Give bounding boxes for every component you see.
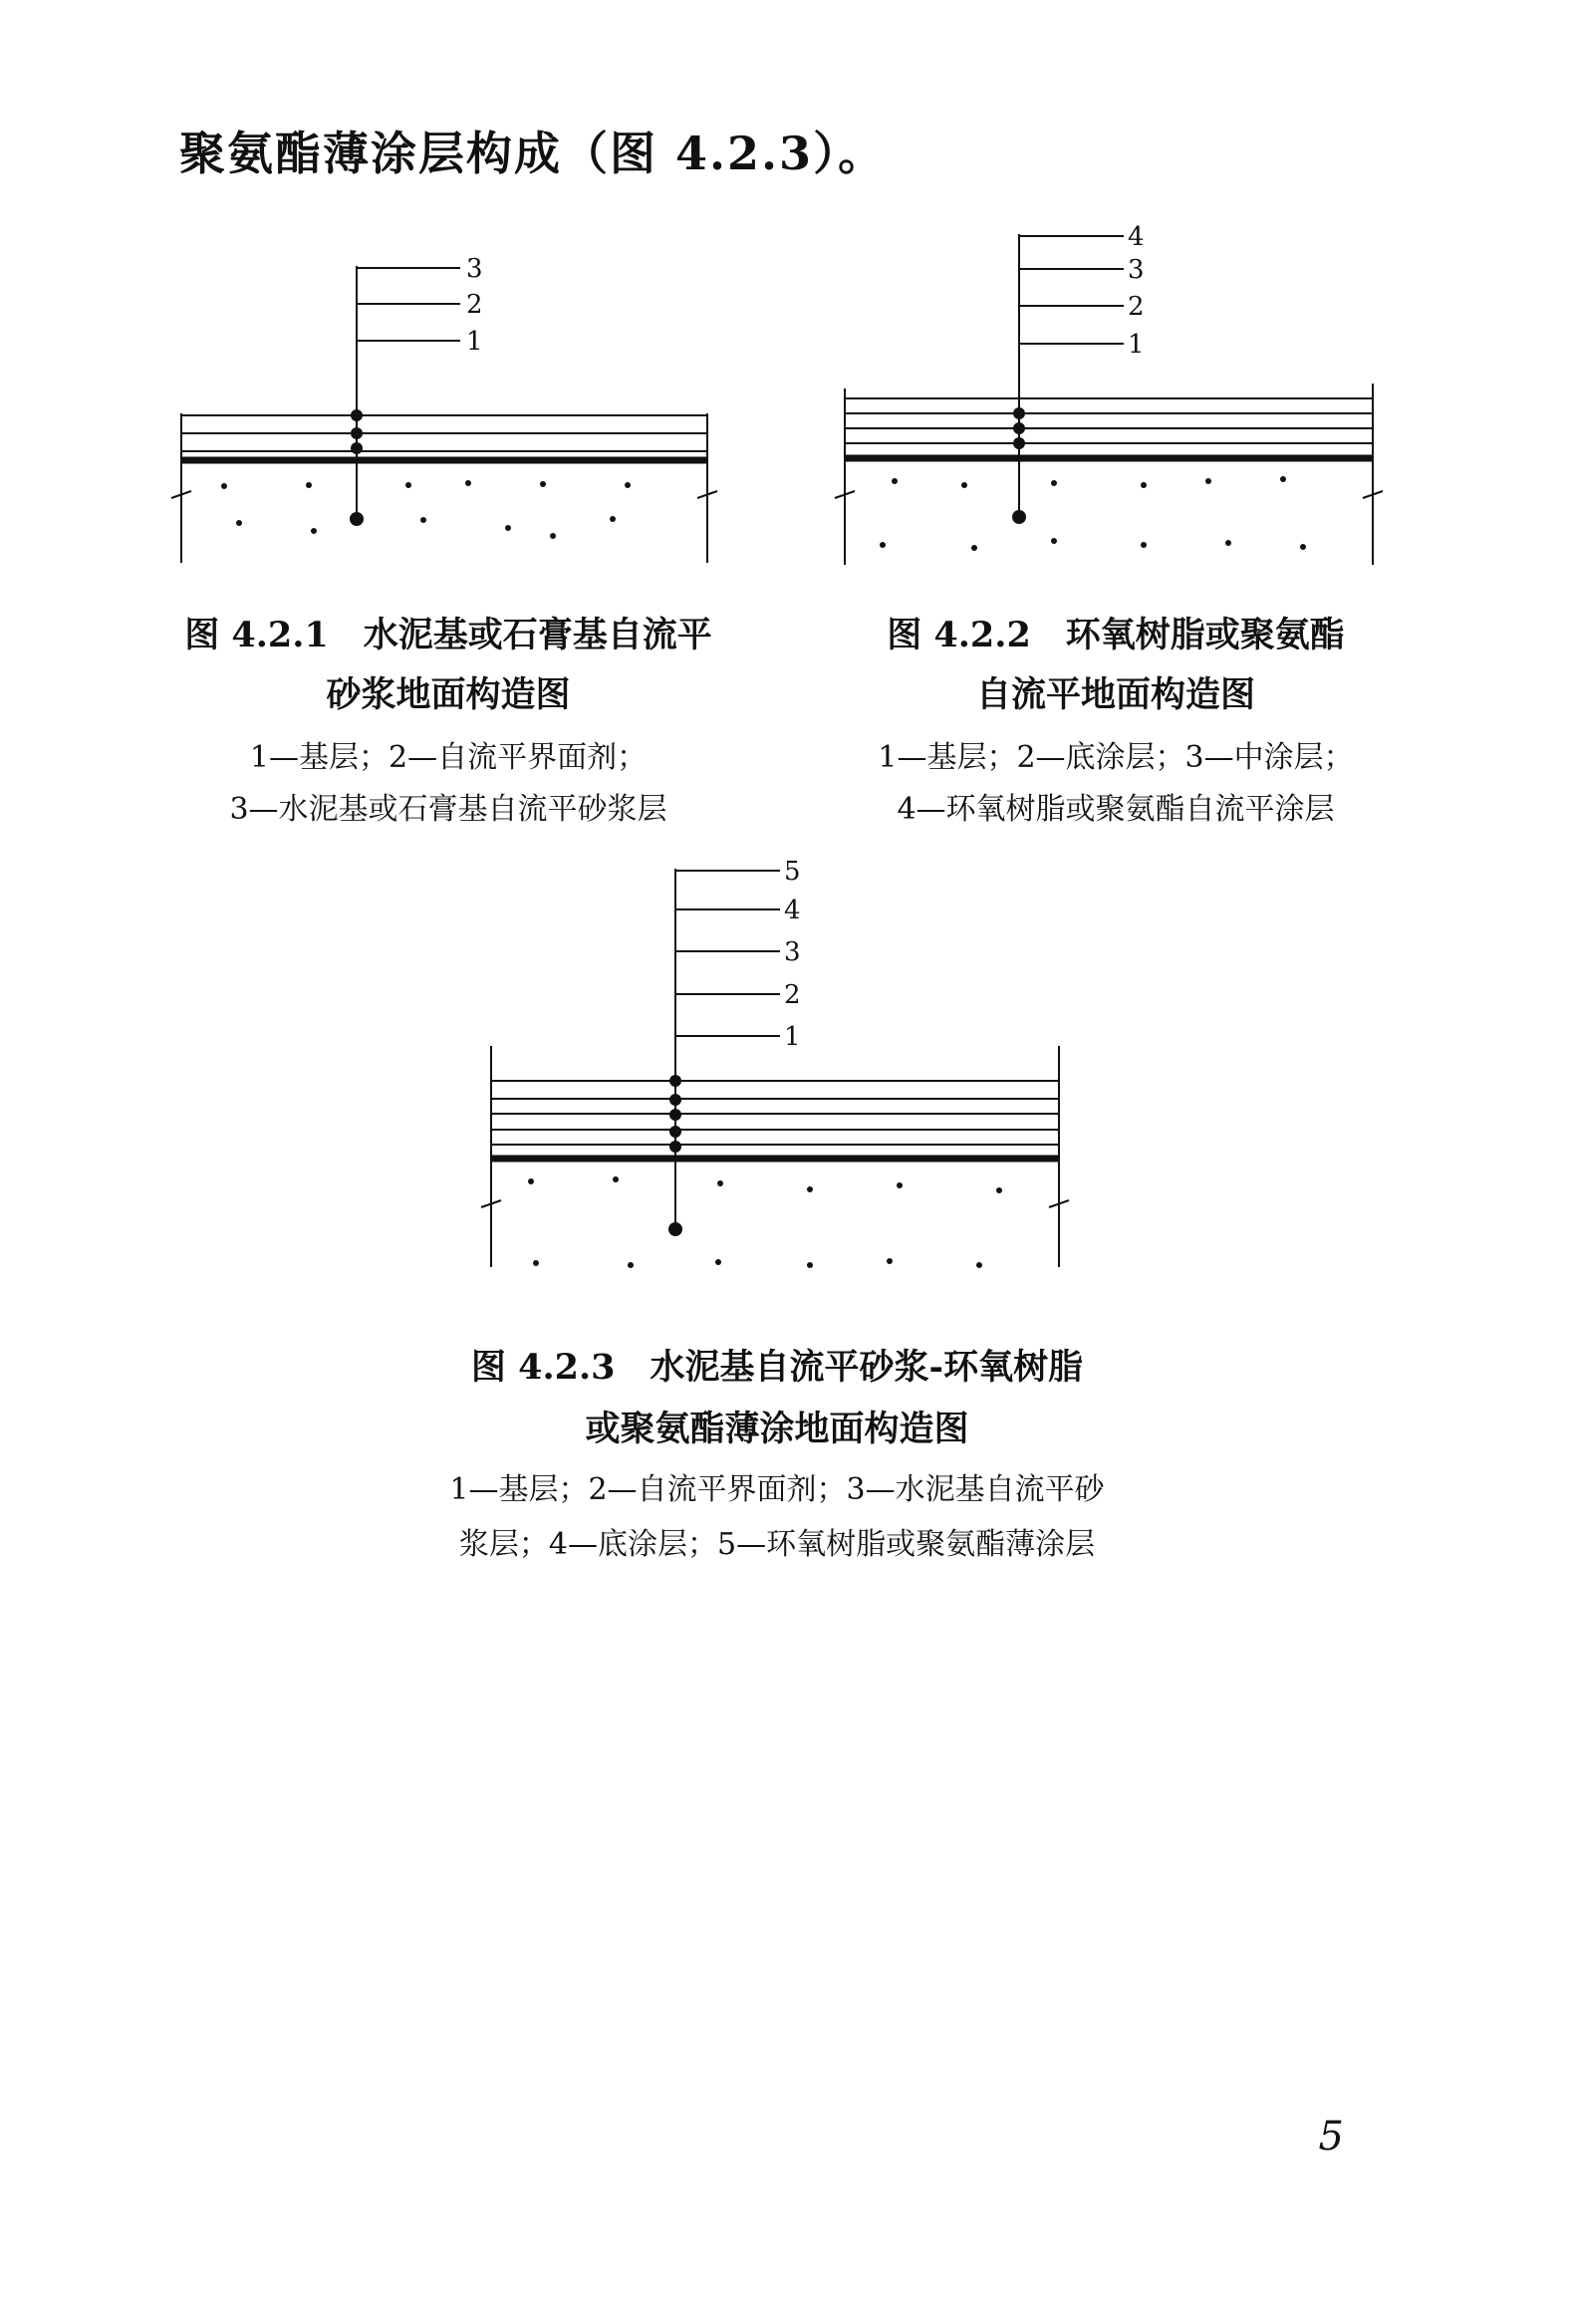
fig3-legend-line1: 1—基层；2—自流平界面剂；3—水泥基自流平砂	[449, 1472, 1105, 1507]
intro-text: 聚氨酯薄涂层构成（图 4.2.3）。	[179, 127, 887, 180]
fig2-caption-line2: 自流平地面构造图	[975, 674, 1255, 715]
page-number: 5	[1318, 2114, 1344, 2160]
fig1-legend-line1: 1—基层；2—自流平界面剂；	[249, 740, 648, 775]
fig1-label-1: 1	[466, 327, 483, 357]
fig3-legend-line2: 浆层；4—底涂层；5—环氧树脂或聚氨酯薄涂层	[458, 1527, 1096, 1562]
figure-4-2-3-diagram	[481, 857, 1079, 1275]
fig3-label-2: 2	[784, 980, 801, 1010]
fig2-label-2: 2	[1128, 292, 1145, 322]
fig2-label-1: 1	[1128, 330, 1145, 360]
fig1-caption-line1: 图 4.2.1 水泥基或石膏基自流平	[184, 615, 712, 655]
fig3-label-5: 5	[784, 857, 801, 887]
fig3-caption-line2: 或聚氨酯薄涂地面构造图	[585, 1409, 969, 1449]
fig1-label-3: 3	[466, 254, 483, 284]
fig2-legend-line2: 4—环氧树脂或聚氨酯自流平涂层	[897, 792, 1335, 827]
figure-4-2-1-diagram	[169, 254, 727, 573]
fig3-caption-line1: 图 4.2.3 水泥基自流平砂浆-环氧树脂	[470, 1347, 1084, 1388]
fig1-label-2: 2	[466, 290, 483, 320]
fig1-caption-line2: 砂浆地面构造图	[326, 674, 571, 715]
fig3-label-3: 3	[784, 937, 801, 967]
fig3-label-1: 1	[784, 1022, 801, 1052]
fig2-caption-line1: 图 4.2.2 环氧树脂或聚氨酯	[887, 615, 1345, 655]
fig2-legend-line1: 1—基层；2—底涂层；3—中涂层；	[878, 740, 1354, 775]
fig2-label-4: 4	[1128, 222, 1145, 252]
fig3-label-4: 4	[784, 896, 801, 925]
figure-4-2-2-diagram	[835, 224, 1393, 573]
fig2-label-3: 3	[1128, 255, 1145, 285]
fig1-legend-line2: 3—水泥基或石膏基自流平砂浆层	[229, 792, 667, 827]
